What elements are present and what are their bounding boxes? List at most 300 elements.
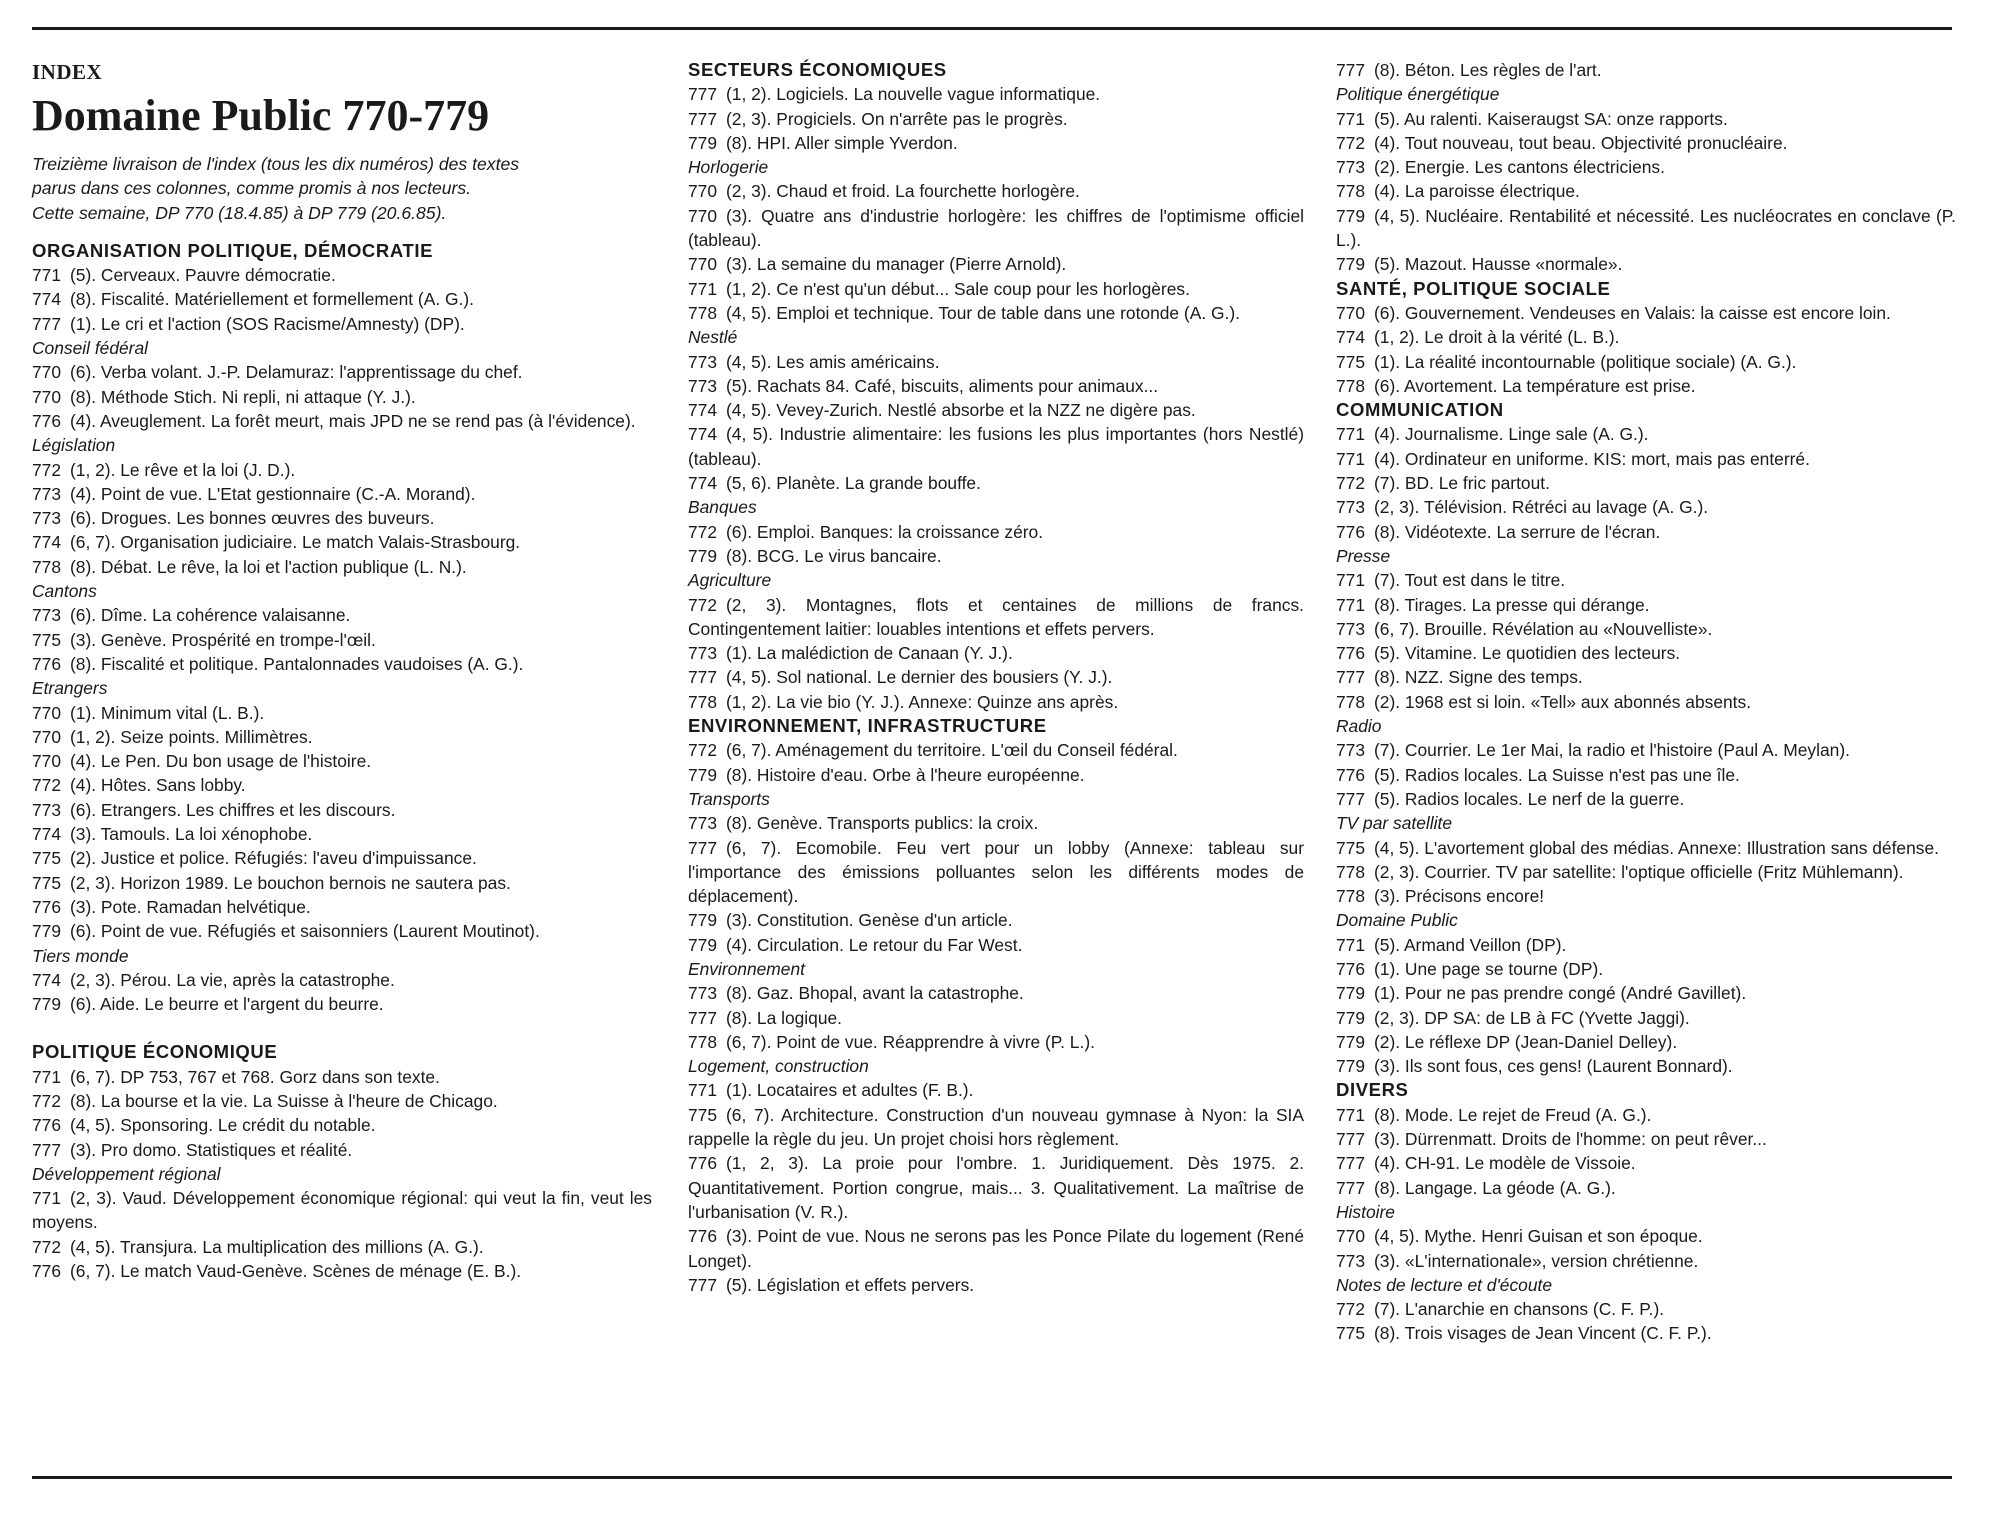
entry-text: (7). BD. Le fric partout. <box>1374 473 1550 494</box>
entry-text: (1, 2). Seize points. Millimètres. <box>70 726 313 747</box>
subsection-heading: Conseil fédéral <box>32 338 149 359</box>
index-entry <box>688 301 1304 325</box>
issue-number: 773 <box>1336 740 1366 761</box>
index-entry <box>1336 374 1956 398</box>
lead-line: parus dans ces colonnes, comme promis à nos lecteurs. <box>32 178 472 199</box>
issue-number: 776 <box>32 1115 62 1136</box>
issue-number: 772 <box>688 740 718 761</box>
entry-text: (6). Drogues. Les bonnes œuvres des buveurs. <box>70 508 435 529</box>
entry-text: (4, 5). Emploi et technique. Tour de table dans une rotonde (A. G.). <box>726 302 1240 323</box>
page-title: Domaine Public 770-779 <box>32 91 490 140</box>
index-entry <box>32 749 652 773</box>
entry-text: (1, 2). Logiciels. La nouvelle vague informatique. <box>726 84 1101 105</box>
entry-text: (8). Trois visages de Jean Vincent (C. F. P.). <box>1374 1323 1712 1344</box>
issue-number: 777 <box>688 1007 718 1028</box>
issue-number: 771 <box>1336 1104 1366 1125</box>
index-entry <box>32 773 652 797</box>
index-entry <box>32 871 652 895</box>
entry-text: (6). Gouvernement. Vendeuses en Valais: la caisse est encore loin. <box>1374 302 1891 323</box>
index-entry <box>688 107 1304 131</box>
entry-text: (3). Quatre ans d'industrie horlogère: les chiffres de l'optimisme officiel (tableau). <box>688 205 1304 251</box>
subsection-heading: Tiers monde <box>32 945 129 966</box>
index-entry <box>32 1186 652 1235</box>
issue-number: 770 <box>32 726 62 747</box>
issue-number: 777 <box>1336 60 1366 80</box>
index-entry <box>688 544 1304 568</box>
index-entry <box>688 1151 1304 1224</box>
issue-number: 773 <box>688 643 718 664</box>
issue-number: 774 <box>32 289 62 310</box>
index-entry <box>32 725 652 749</box>
issue-number: 773 <box>688 983 718 1004</box>
index-entry <box>32 1235 652 1259</box>
entry-text: (6, 7). Ecomobile. Feu vert pour un lobby (Annexe: tableau sur l'importance des émissions polluantes selon les différents modes de déplacement). <box>688 837 1304 907</box>
entry-text: (6). Point de vue. Réfugiés et saisonniers (Laurent Moutinot). <box>70 921 540 942</box>
index-entry <box>1336 325 1956 349</box>
entry-text: (5). Au ralenti. Kaiseraugst SA: onze rapports. <box>1374 108 1728 129</box>
issue-number: 771 <box>1336 570 1366 591</box>
section-heading: SECTEURS ÉCONOMIQUES <box>688 59 947 80</box>
entry-text: (6). Avortement. La température est prise. <box>1374 375 1696 396</box>
index-entry <box>1336 763 1956 787</box>
issue-number: 779 <box>32 994 62 1015</box>
entry-text: (1). Une page se tourne (DP). <box>1374 958 1604 979</box>
section-heading: POLITIQUE ÉCONOMIQUE <box>32 1041 278 1063</box>
issue-number: 776 <box>688 1226 718 1247</box>
entry-text: (5). Radios locales. La Suisse n'est pas une île. <box>1374 764 1740 785</box>
entry-text: (8). Béton. Les règles de l'art. <box>1374 60 1602 80</box>
entry-text: (2, 3). Télévision. Rétréci au lavage (A. G.). <box>1374 497 1709 518</box>
index-entry <box>1336 495 1956 519</box>
issue-number: 778 <box>1336 886 1366 907</box>
top-rule <box>32 27 1952 30</box>
entry-text: (1). Locataires et adultes (F. B.). <box>726 1080 974 1101</box>
issue-number: 770 <box>688 254 718 275</box>
entry-text: (4, 5). Sponsoring. Le crédit du notable. <box>70 1115 376 1136</box>
issue-number: 778 <box>1336 181 1366 202</box>
issue-number: 776 <box>32 653 62 674</box>
issue-number: 773 <box>1336 497 1366 518</box>
issue-number: 770 <box>32 751 62 772</box>
issue-number: 772 <box>32 459 62 480</box>
issue-number: 773 <box>688 351 718 372</box>
index-entry <box>32 530 652 554</box>
issue-number: 777 <box>32 313 62 334</box>
index-entry <box>1336 350 1956 374</box>
issue-number: 771 <box>32 265 62 286</box>
issue-number: 776 <box>32 1261 62 1282</box>
entry-text: (3). La semaine du manager (Pierre Arnold). <box>726 254 1067 275</box>
issue-number: 779 <box>32 921 62 942</box>
issue-number: 770 <box>32 702 62 723</box>
issue-number: 772 <box>1336 473 1366 494</box>
issue-number: 773 <box>32 605 62 626</box>
entry-text: (4, 5). Industrie alimentaire: les fusions les plus importantes (hors Nestlé) (tableau). <box>688 424 1304 469</box>
entry-text: (1). Minimum vital (L. B.). <box>70 702 265 723</box>
issue-number: 778 <box>1336 691 1366 712</box>
index-entry <box>1336 1127 1956 1151</box>
entry-text: (4, 5). Vevey-Zurich. Nestlé absorbe et la NZZ ne digère pas. <box>726 400 1196 421</box>
entry-text: (2, 3). Progiciels. On n'arrête pas le progrès. <box>726 108 1068 129</box>
entry-text: (8). La bourse et la vie. La Suisse à l'heure de Chicago. <box>70 1090 498 1111</box>
subsection-heading: Politique énergétique <box>1336 84 1500 105</box>
index-entry <box>1336 1321 1956 1345</box>
issue-number: 775 <box>688 1104 718 1125</box>
issue-number: 779 <box>1336 1007 1366 1028</box>
issue-number: 771 <box>1336 594 1366 615</box>
entry-text: (4). Le Pen. Du bon usage de l'histoire. <box>70 751 372 772</box>
issue-number: 777 <box>1336 1129 1366 1150</box>
index-entry <box>688 204 1304 253</box>
issue-number: 777 <box>32 1139 62 1160</box>
index-entry <box>32 1113 652 1137</box>
entry-text: (2, 3). Pérou. La vie, après la catastrophe. <box>70 969 395 990</box>
lead-line: Treizième livraison de l'index (tous les dix numéros) des textes <box>32 154 520 174</box>
entry-text: (4). Hôtes. Sans lobby. <box>70 775 246 796</box>
entry-text: (4, 5). Mythe. Henri Guisan et son époque. <box>1374 1226 1703 1247</box>
index-entry <box>1336 204 1956 253</box>
index-entry <box>688 1224 1304 1273</box>
issue-number: 778 <box>688 1031 718 1052</box>
issue-number: 770 <box>32 362 62 383</box>
issue-number: 776 <box>688 1153 718 1174</box>
entry-text: (6, 7). Le match Vaud-Genève. Scènes de ménage (E. B.). <box>70 1261 522 1282</box>
index-entry <box>1336 1297 1956 1321</box>
entry-text: (4). Tout nouveau, tout beau. Objectivité pronucléaire. <box>1374 132 1788 153</box>
index-entry <box>1336 58 1956 82</box>
entry-text: (1). Le cri et l'action (SOS Racisme/Amnesty) (DP). <box>70 313 465 334</box>
column-1 <box>32 58 652 1283</box>
entry-text: (4). Point de vue. L'Etat gestionnaire (C.-A. Morand). <box>70 483 476 504</box>
entry-text: (2). Justice et police. Réfugiés: l'aveu d'impuissance. <box>70 848 477 869</box>
index-entry <box>1336 981 1956 1005</box>
issue-number: 772 <box>688 594 718 615</box>
issue-number: 774 <box>688 424 718 445</box>
entry-text: (6). Dîme. La cohérence valaisanne. <box>70 605 351 626</box>
entry-text: (8). La logique. <box>726 1007 843 1028</box>
index-entry <box>32 628 652 652</box>
index-entry <box>1336 1054 1956 1078</box>
index-entry <box>688 252 1304 276</box>
index-entry <box>688 471 1304 495</box>
issue-number: 771 <box>1336 108 1366 129</box>
entry-text: (3). Pote. Ramadan helvétique. <box>70 896 311 917</box>
entry-text: (1, 2). La vie bio (Y. J.). Annexe: Quinze ans après. <box>726 691 1119 712</box>
entry-text: (4, 5). L'avortement global des médias. Annexe: Illustration sans défense. <box>1374 837 1939 858</box>
entry-text: (6, 7). Architecture. Construction d'un nouveau gymnase à Nyon: la SIA rappelle la règle du jeu. Un projet choisi hors règlement. <box>688 1104 1304 1150</box>
index-entry <box>1336 860 1956 884</box>
entry-text: (7). Courrier. Le 1er Mai, la radio et l'histoire (Paul A. Meylan). <box>1374 740 1850 761</box>
subsection-heading: Horlogerie <box>688 157 769 178</box>
issue-number: 778 <box>688 691 718 712</box>
index-entry <box>32 482 652 506</box>
issue-number: 771 <box>1336 424 1366 445</box>
entry-text: (4). CH-91. Le modèle de Vissoie. <box>1374 1153 1636 1174</box>
entry-text: (3). Genève. Prospérité en trompe-l'œil. <box>70 629 376 650</box>
issue-number: 777 <box>688 108 718 129</box>
issue-number: 770 <box>1336 1226 1366 1247</box>
index-entry <box>1336 690 1956 714</box>
index-entry <box>688 422 1304 471</box>
index-entry <box>1336 1030 1956 1054</box>
subsection-heading: Presse <box>1336 545 1391 566</box>
index-entry <box>32 992 652 1016</box>
issue-number: 776 <box>32 896 62 917</box>
entry-text: (3). Ils sont fous, ces gens! (Laurent Bonnard). <box>1374 1056 1733 1077</box>
issue-number: 771 <box>32 1188 62 1209</box>
subsection-heading: Notes de lecture et d'écoute <box>1336 1274 1553 1295</box>
index-entry <box>688 738 1304 762</box>
issue-number: 779 <box>1336 1031 1366 1052</box>
index-entry <box>1336 301 1956 325</box>
entry-text: (8). Tirages. La presse qui dérange. <box>1374 594 1650 615</box>
index-entry <box>32 458 652 482</box>
subsection-heading: TV par satellite <box>1336 813 1452 834</box>
issue-number: 777 <box>688 667 718 688</box>
entry-text: (3). Pro domo. Statistiques et réalité. <box>70 1139 353 1160</box>
index-entry <box>688 1006 1304 1030</box>
index-entry <box>32 1065 652 1089</box>
entry-text: (5). Vitamine. Le quotidien des lecteurs. <box>1374 643 1681 664</box>
entry-text: (5). Législation et effets pervers. <box>726 1274 975 1295</box>
entry-text: (6). Verba volant. J.-P. Delamuraz: l'apprentissage du chef. <box>70 362 523 383</box>
entry-text: (1). Pour ne pas prendre congé (André Gavillet). <box>1374 983 1747 1004</box>
issue-number: 778 <box>1336 861 1366 882</box>
index-entry <box>1336 665 1956 689</box>
entry-text: (3). «L'internationale», version chrétienne. <box>1374 1250 1699 1271</box>
index-entry <box>1336 593 1956 617</box>
bottom-rule <box>32 1476 1952 1479</box>
issue-number: 777 <box>1336 667 1366 688</box>
issue-number: 771 <box>32 1066 62 1087</box>
entry-text: (8). Histoire d'eau. Orbe à l'heure européenne. <box>726 764 1085 785</box>
issue-number: 779 <box>688 545 718 566</box>
index-entry <box>1336 1249 1956 1273</box>
issue-number: 777 <box>688 837 718 858</box>
entry-text: (2, 3). Courrier. TV par satellite: l'optique officielle (Fritz Mühlemann). <box>1374 861 1904 882</box>
subsection-heading: Histoire <box>1336 1201 1395 1222</box>
index-entry <box>32 360 652 384</box>
issue-number: 771 <box>688 1080 718 1101</box>
index-entry <box>688 933 1304 957</box>
issue-number: 774 <box>688 473 718 494</box>
entry-text: (2, 3). DP SA: de LB à FC (Yvette Jaggi). <box>1374 1007 1690 1028</box>
index-entry <box>32 409 652 433</box>
issue-number: 778 <box>688 302 718 323</box>
entry-text: (4). Journalisme. Linge sale (A. G.). <box>1374 424 1649 445</box>
issue-number: 773 <box>688 375 718 396</box>
issue-number: 772 <box>32 1236 62 1257</box>
entry-text: (1). La réalité incontournable (politique sociale) (A. G.). <box>1374 351 1797 372</box>
issue-number: 770 <box>1336 302 1366 323</box>
entry-text: (8). Genève. Transports publics: la croix. <box>726 813 1039 834</box>
entry-text: (8). Fiscalité. Matériellement et formellement (A. G.). <box>70 289 474 310</box>
entry-text: (2). 1968 est si loin. «Tell» aux abonnés absents. <box>1374 691 1752 712</box>
entry-text: (6). Aide. Le beurre et l'argent du beurre. <box>70 994 384 1015</box>
entry-text: (2, 3). Vaud. Développement économique régional: qui veut la fin, veut les moyens. <box>32 1188 652 1233</box>
entry-text: (2, 3). Montagnes, flots et centaines de millions de francs. Contingentement laitier: louables intentions et effets pervers. <box>688 594 1304 639</box>
index-entry <box>1336 422 1956 446</box>
issue-number: 779 <box>1336 254 1366 275</box>
issue-number: 776 <box>1336 764 1366 785</box>
index-entry <box>32 1138 652 1162</box>
entry-text: (4, 5). Les amis américains. <box>726 351 940 372</box>
lead-paragraph <box>32 152 652 225</box>
index-entry <box>32 385 652 409</box>
index-entry <box>1336 933 1956 957</box>
entry-text: (8). NZZ. Signe des temps. <box>1374 667 1583 688</box>
entry-text: (6). Etrangers. Les chiffres et les discours. <box>70 799 396 820</box>
index-entry <box>32 555 652 579</box>
index-entry <box>688 593 1304 642</box>
issue-number: 776 <box>1336 521 1366 542</box>
index-entry <box>1336 1006 1956 1030</box>
entry-text: (6, 7). Aménagement du territoire. L'œil du Conseil fédéral. <box>726 740 1178 761</box>
index-entry <box>688 1103 1304 1152</box>
subsection-heading: Agriculture <box>688 570 772 591</box>
index-entry <box>1336 471 1956 495</box>
issue-number: 775 <box>32 629 62 650</box>
index-entry <box>1336 155 1956 179</box>
issue-number: 774 <box>1336 327 1366 348</box>
index-entry <box>688 131 1304 155</box>
section-heading: ORGANISATION POLITIQUE, DÉMOCRATIE <box>32 239 434 261</box>
issue-number: 777 <box>1336 1177 1366 1198</box>
subsection-heading: Radio <box>1336 716 1382 737</box>
index-entry <box>1336 447 1956 471</box>
index-entry <box>32 798 652 822</box>
index-entry <box>32 652 652 676</box>
issue-number: 774 <box>32 824 62 845</box>
entry-text: (1, 2). Le rêve et la loi (J. D.). <box>70 459 296 480</box>
entry-text: (5). Radios locales. Le nerf de la guerre. <box>1374 788 1685 809</box>
subsection-heading: Environnement <box>688 958 805 979</box>
index-entry <box>1336 617 1956 641</box>
issue-number: 771 <box>688 278 718 299</box>
column-3 <box>1336 58 1956 1346</box>
index-entry <box>32 919 652 943</box>
index-entry <box>32 701 652 725</box>
subsection-heading: Etrangers <box>32 678 108 699</box>
index-entry <box>688 520 1304 544</box>
index-entry <box>688 836 1304 909</box>
issue-number: 772 <box>688 521 718 542</box>
issue-number: 772 <box>32 1090 62 1111</box>
issue-number: 773 <box>1336 1250 1366 1271</box>
issue-number: 776 <box>1336 958 1366 979</box>
entry-text: (4). La paroisse électrique. <box>1374 181 1580 202</box>
section-kicker: INDEX <box>32 60 103 84</box>
issue-number: 774 <box>32 532 62 553</box>
index-entry <box>1336 107 1956 131</box>
entry-text: (6). Emploi. Banques: la croissance zéro. <box>726 521 1044 542</box>
subsection-heading: Cantons <box>32 581 97 602</box>
entry-text: (1, 2). Ce n'est qu'un début... Sale coup pour les horlogères. <box>726 278 1190 299</box>
issue-number: 773 <box>32 483 62 504</box>
index-entry <box>688 1030 1304 1054</box>
entry-text: (5, 6). Planète. La grande bouffe. <box>726 473 981 494</box>
issue-number: 779 <box>688 764 718 785</box>
index-entry <box>688 82 1304 106</box>
index-entry <box>688 179 1304 203</box>
entry-text: (6, 7). Brouille. Révélation au «Nouvelliste». <box>1374 618 1713 639</box>
issue-number: 779 <box>1336 983 1366 1004</box>
index-entry <box>688 374 1304 398</box>
section-heading: DIVERS <box>1336 1079 1409 1101</box>
index-entry <box>1336 787 1956 811</box>
issue-number: 772 <box>32 775 62 796</box>
issue-number: 778 <box>32 556 62 577</box>
entry-text: (4). Ordinateur en uniforme. KIS: mort, mais pas enterré. <box>1374 448 1810 469</box>
entry-text: (8). Vidéotexte. La serrure de l'écran. <box>1374 521 1661 542</box>
entry-text: (5). Armand Veillon (DP). <box>1374 934 1567 955</box>
entry-text: (3). Point de vue. Nous ne serons pas les Ponce Pilate du logement (René Longet). <box>688 1226 1304 1271</box>
issue-number: 773 <box>1336 618 1366 639</box>
issue-number: 779 <box>688 910 718 931</box>
issue-number: 773 <box>688 813 718 834</box>
issue-number: 770 <box>688 205 718 226</box>
index-entry <box>1336 179 1956 203</box>
entry-text: (1, 2, 3). La proie pour l'ombre. 1. Juridiquement. Dès 1975. 2. Quantitativement. Portion congrue, mais... 3. Qualitativement. La maîtrise de l'urbanisation (V. R.). <box>688 1153 1304 1222</box>
index-entry <box>1336 957 1956 981</box>
index-entry <box>32 506 652 530</box>
subsection-heading: Domaine Public <box>1336 910 1458 931</box>
issue-number: 774 <box>688 400 718 421</box>
entry-text: (6, 7). Point de vue. Réapprendre à vivre (P. L.). <box>726 1031 1095 1052</box>
entry-text: (6, 7). Organisation judiciaire. Le match Valais-Strasbourg. <box>70 532 521 553</box>
index-entry <box>688 811 1304 835</box>
issue-number: 772 <box>1336 132 1366 153</box>
entry-text: (6, 7). DP 753, 767 et 768. Gorz dans son texte. <box>70 1066 440 1087</box>
index-entry <box>1336 520 1956 544</box>
index-entry <box>688 690 1304 714</box>
issue-number: 770 <box>688 181 718 202</box>
issue-number: 775 <box>1336 1323 1366 1344</box>
entry-text: (8). Gaz. Bhopal, avant la catastrophe. <box>726 983 1024 1004</box>
issue-number: 779 <box>1336 1056 1366 1077</box>
issue-number: 775 <box>1336 351 1366 372</box>
column-2 <box>688 58 1304 1297</box>
index-entry <box>688 1078 1304 1102</box>
index-entry <box>688 1273 1304 1297</box>
index-entry <box>1336 252 1956 276</box>
issue-number: 773 <box>32 799 62 820</box>
issue-number: 777 <box>1336 788 1366 809</box>
index-entry <box>688 665 1304 689</box>
entry-text: (4, 5). Sol national. Le dernier des bousiers (Y. J.). <box>726 667 1113 688</box>
index-entry <box>688 350 1304 374</box>
issue-number: 772 <box>1336 1299 1366 1320</box>
subsection-heading: Logement, construction <box>688 1056 869 1077</box>
section-heading: COMMUNICATION <box>1336 399 1504 421</box>
issue-number: 777 <box>688 84 718 105</box>
index-entry <box>1336 884 1956 908</box>
entry-text: (3). Précisons encore! <box>1374 886 1545 907</box>
entry-text: (8). Méthode Stich. Ni repli, ni attaque (Y. J.). <box>70 386 416 407</box>
issue-number: 771 <box>1336 934 1366 955</box>
index-entry <box>32 968 652 992</box>
entry-text: (5). Mazout. Hausse «normale». <box>1374 254 1623 275</box>
index-entry <box>1336 836 1956 860</box>
entry-text: (2, 3). Horizon 1989. Le bouchon bernois ne sautera pas. <box>70 872 511 893</box>
index-entry <box>32 287 652 311</box>
entry-text: (2). Le réflexe DP (Jean-Daniel Delley). <box>1374 1031 1678 1052</box>
subsection-heading: Développement régional <box>32 1163 221 1184</box>
lead-line: Cette semaine, DP 770 (18.4.85) à DP 779 (20.6.85). <box>32 202 447 223</box>
issue-number: 775 <box>32 848 62 869</box>
index-entry <box>32 895 652 919</box>
entry-text: (7). L'anarchie en chansons (C. F. P.). <box>1374 1299 1665 1320</box>
